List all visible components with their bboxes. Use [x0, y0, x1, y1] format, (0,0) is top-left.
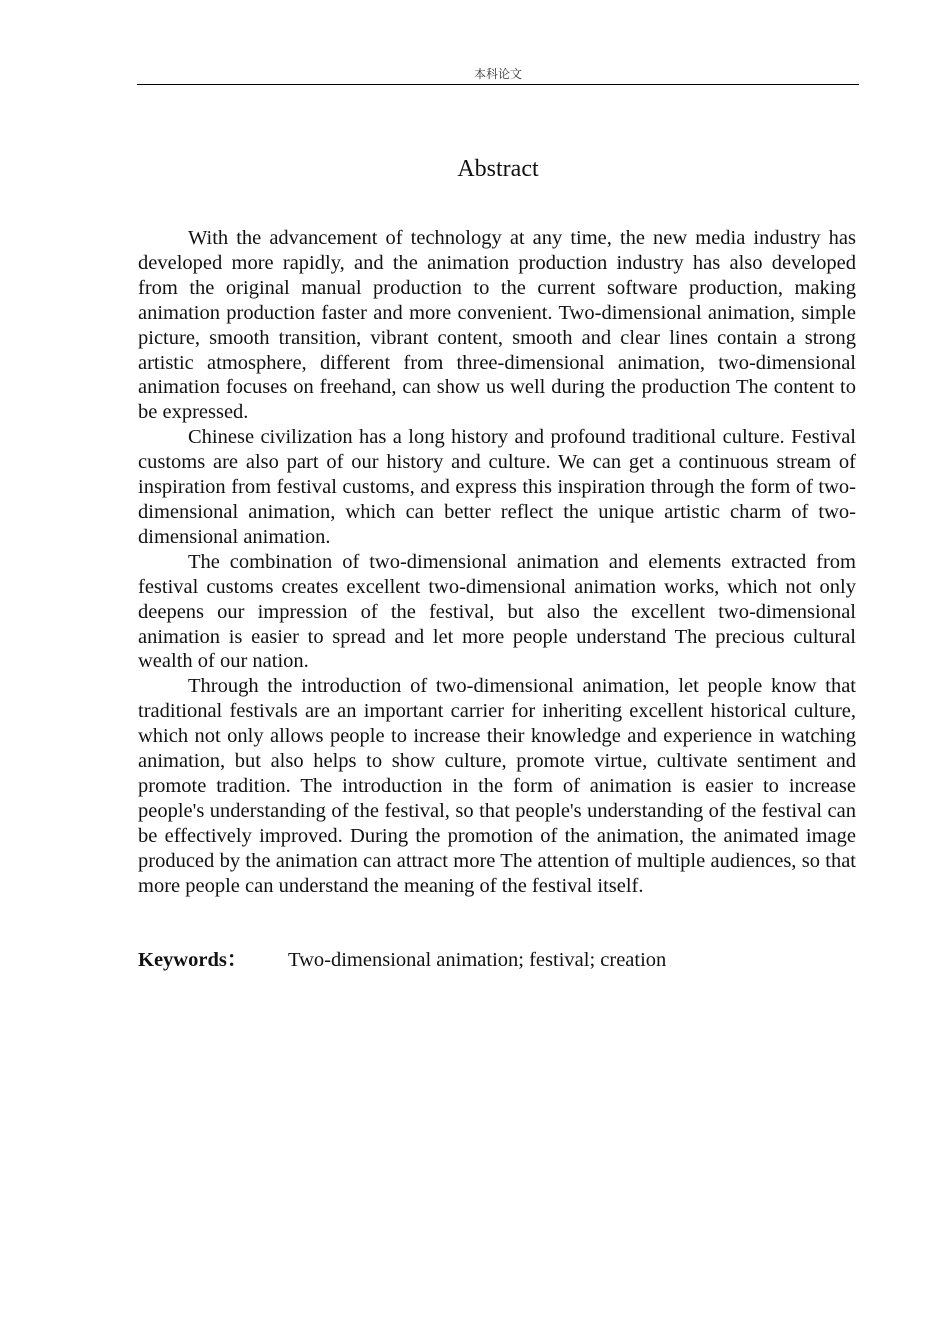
keywords-line: [138, 947, 856, 973]
abstract-body: [138, 226, 856, 898]
keywords-label: Keywords：: [138, 949, 248, 971]
keywords-text: Two-dimensional animation; festival; creation: [288, 949, 667, 971]
page-header: [137, 66, 859, 85]
abstract-paragraph-1: With the advancement of technology at any time, the new media industry has developed more rapidly, and the animation production industry has also developed from the original manual production to the current software production, making animation production faster and more convenient. Two-dimensional animation, simple picture, smooth transition, vibrant content, smooth and clear lines contain a strong artistic atmosphere, different from three-dimensional animation, two-dimensional animation focuses on freehand, can show us well during the production The content to be expressed.: [138, 227, 856, 424]
abstract-title: Abstract: [457, 156, 539, 182]
header-text: 本科论文: [473, 67, 522, 81]
abstract-paragraph-4: Through the introduction of two-dimensional animation, let people know that traditional festivals are an important carrier for inheriting excellent historical culture, which not only allows people to increase their knowledge and experience in watching animation, but also helps to show culture, promote virtue, cultivate sentiment and promote tradition. The introduction in the form of animation is easier to increase people's understanding of the festival, so that people's understanding of the festival can be effectively improved. During the promotion of the animation, the animated image produced by the animation can attract more The attention of multiple audiences, so that more people can understand the meaning of the festival itself.: [138, 675, 856, 897]
abstract-paragraph-3: The combination of two-dimensional animation and elements extracted from festival customs creates excellent two-dimensional animation works, which not only deepens our impression of the festival, but also the excellent two-dimensional animation is easier to spread and let more people understand The precious cultural wealth of our nation.: [138, 550, 856, 673]
abstract-paragraph-2: Chinese civilization has a long history and profound traditional culture. Festival customs are also part of our history and culture. We can get a continuous stream of inspiration from festival customs, and express this inspiration through the form of two-dimensional animation, which can better reflect the unique artistic charm of two-dimensional animation.: [138, 426, 856, 548]
